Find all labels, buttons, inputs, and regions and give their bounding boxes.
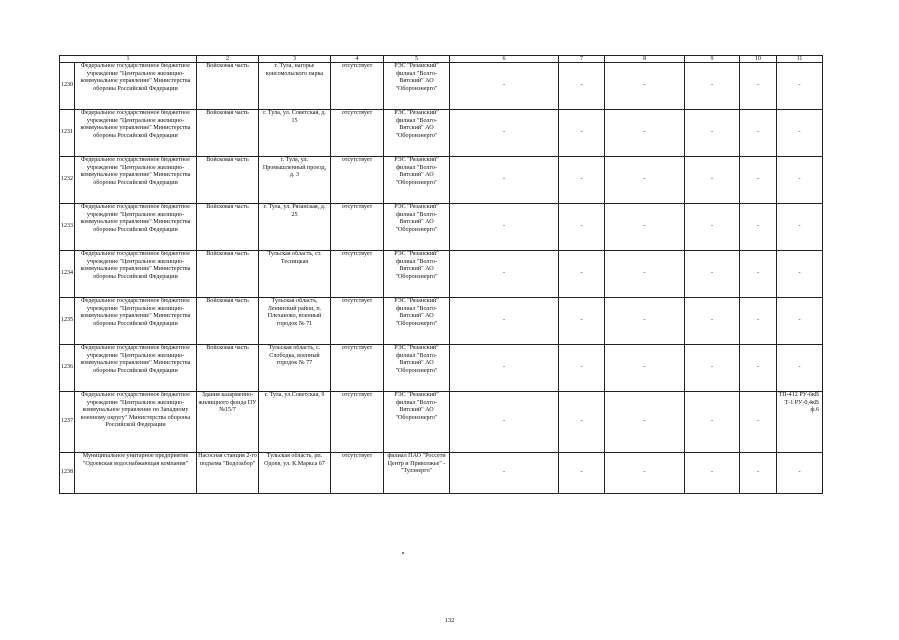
column-header: 11	[777, 56, 823, 63]
col7-cell: -	[559, 298, 605, 345]
column-header: 3	[259, 56, 331, 63]
grid-org-cell: РЭС "Рязанский" филиал "Волго-Вятский" АО "Оборонэнерго"	[384, 110, 450, 157]
col10-cell: -	[740, 157, 777, 204]
col8-cell: -	[605, 453, 685, 494]
column-header: 7	[559, 56, 605, 63]
col9-cell: -	[685, 298, 740, 345]
col7-cell: -	[559, 251, 605, 298]
grid-org-cell: РЭС "Рязанский" филиал "Волго-Вятский" АО "Оборонэнерго"	[384, 251, 450, 298]
col8-cell: -	[605, 110, 685, 157]
col7-cell: -	[559, 453, 605, 494]
grid-org-cell: РЭС "Рязанский" филиал "Волго-Вятский" АО "Оборонэнерго"	[384, 204, 450, 251]
col7-cell: -	[559, 63, 605, 110]
address-cell: Тульская область, ст. Тесницкая	[259, 251, 331, 298]
row-number: 1234	[60, 251, 75, 298]
table-row	[60, 204, 823, 251]
grid-org-cell: РЭС "Рязанский" филиал "Волго-Вятский" АО "Оборонэнерго"	[384, 345, 450, 392]
row-number: 1237	[60, 392, 75, 453]
col10-cell: -	[740, 251, 777, 298]
row-number: 1235	[60, 298, 75, 345]
organization-cell: Федеральное государственное бюджетное учреждение "Центральное жилищно-коммунальное управление" Министерства обороны Российской Федерации	[75, 63, 197, 110]
column-header: 2	[197, 56, 259, 63]
col6-cell: -	[450, 63, 559, 110]
address-cell: г. Тула, ул. Промышленный проезд, д. 3	[259, 157, 331, 204]
col6-cell: -	[450, 392, 559, 453]
address-cell: г. Тула, ул.Советская, 9	[259, 392, 331, 453]
col6-cell: -	[450, 345, 559, 392]
col6-cell: -	[450, 204, 559, 251]
col11-cell: ТП-412 РУ-6кВ Т-1 РУ-0,4кВ ф.6	[777, 392, 823, 453]
grid-org-cell: РЭС "Рязанский" филиал "Волго-Вятский" АО "Оборонэнерго"	[384, 63, 450, 110]
table-row	[60, 345, 823, 392]
col8-cell: -	[605, 298, 685, 345]
column-header: 6	[450, 56, 559, 63]
status-cell: отсутствует	[331, 110, 384, 157]
scan-speck	[402, 552, 404, 554]
col11-cell: -	[777, 204, 823, 251]
col10-cell: -	[740, 110, 777, 157]
col10-cell: -	[740, 453, 777, 494]
col10-cell: -	[740, 63, 777, 110]
col6-cell: -	[450, 453, 559, 494]
status-cell: отсутствует	[331, 345, 384, 392]
col6-cell: -	[450, 157, 559, 204]
col6-cell: -	[450, 110, 559, 157]
table-row	[60, 453, 823, 494]
row-number: 1230	[60, 63, 75, 110]
organization-cell: Федеральное государственное бюджетное учреждение "Центральное жилищно-коммунальное управление" Министерства обороны Российской Федерации	[75, 157, 197, 204]
col11-cell: -	[777, 345, 823, 392]
grid-org-cell: РЭС "Рязанский" филиал "Волго-Вятский" АО "Оборонэнерго"	[384, 157, 450, 204]
col8-cell: -	[605, 157, 685, 204]
object-cell: Войсковая часть	[197, 204, 259, 251]
status-cell: отсутствует	[331, 298, 384, 345]
organization-cell: Федеральное государственное бюджетное учреждение "Центральное жилищно-коммунальное управление" Министерства обороны Российской Федерации	[75, 110, 197, 157]
address-cell: Тульская область, с. Слободка, военный городок № 77	[259, 345, 331, 392]
grid-org-cell: филиал ПАО "Россети Центр и Приволжье" - "Тулэнерго"	[384, 453, 450, 494]
col8-cell: -	[605, 392, 685, 453]
status-cell: отсутствует	[331, 453, 384, 494]
address-cell: Тульская область, Ленинский район, п. Плехановo, военный городок № 71	[259, 298, 331, 345]
column-header: 5	[384, 56, 450, 63]
organization-cell: Федеральное государственное бюджетное учреждение "Центральное жилищно-коммунальное управление по Западному военному округу" Министерства обороны Российской Федерации	[75, 392, 197, 453]
column-header: 9	[685, 56, 740, 63]
column-header: 8	[605, 56, 685, 63]
address-cell: г. Тула, ул. Советская, д. 15	[259, 110, 331, 157]
table-row	[60, 63, 823, 110]
col9-cell: -	[685, 453, 740, 494]
row-number: 1231	[60, 110, 75, 157]
row-number: 1236	[60, 345, 75, 392]
table-row	[60, 392, 823, 453]
col8-cell: -	[605, 63, 685, 110]
col11-cell: -	[777, 110, 823, 157]
grid-org-cell: РЭС "Рязанский" филиал "Волго-Вятский" АО "Оборонэнерго"	[384, 392, 450, 453]
col11-cell: -	[777, 298, 823, 345]
status-cell: отсутствует	[331, 204, 384, 251]
organization-cell: Федеральное государственное бюджетное учреждение "Центральное жилищно-коммунальное управление" Министерства обороны Российской Федерации	[75, 204, 197, 251]
status-cell: отсутствует	[331, 392, 384, 453]
col11-cell: -	[777, 251, 823, 298]
status-cell: отсутствует	[331, 251, 384, 298]
organization-cell: Муниципальное унитарное предприятие "Одоевская водоснабжающая компания"	[75, 453, 197, 494]
address-cell: Тульская область, рп. Одоев, ул. К.Маркса 67	[259, 453, 331, 494]
column-header: 4	[331, 56, 384, 63]
col9-cell: -	[685, 345, 740, 392]
organization-cell: Федеральное государственное бюджетное учреждение "Центральное жилищно-коммунальное управление" Министерства обороны Российской Федерации	[75, 345, 197, 392]
col10-cell: -	[740, 345, 777, 392]
object-cell: Войсковая часть	[197, 345, 259, 392]
col9-cell: -	[685, 110, 740, 157]
col7-cell: -	[559, 392, 605, 453]
col9-cell: -	[685, 251, 740, 298]
object-cell: Войсковая часть	[197, 298, 259, 345]
column-header: 1	[60, 56, 197, 63]
col9-cell: -	[685, 63, 740, 110]
col8-cell: -	[605, 251, 685, 298]
row-number: 1238	[60, 453, 75, 494]
object-cell: Войсковая часть	[197, 251, 259, 298]
col11-cell: -	[777, 157, 823, 204]
page-number: 132	[444, 617, 455, 624]
col10-cell: -	[740, 298, 777, 345]
column-header: 10	[740, 56, 777, 63]
object-cell: Войсковая часть	[197, 63, 259, 110]
table-row	[60, 110, 823, 157]
object-cell: Здания казарменно-жилищного фонда ПУ №15/7	[197, 392, 259, 453]
col10-cell: -	[740, 392, 777, 453]
registry-table	[59, 55, 823, 494]
organization-cell: Федеральное государственное бюджетное учреждение "Центральное жилищно-коммунальное управление" Министерства обороны Российской Федерации	[75, 298, 197, 345]
address-cell: г. Тула, ул. Рязанская, д. 25	[259, 204, 331, 251]
col8-cell: -	[605, 204, 685, 251]
col9-cell: -	[685, 392, 740, 453]
row-number: 1233	[60, 204, 75, 251]
col11-cell: -	[777, 63, 823, 110]
grid-org-cell: РЭС "Рязанский" филиал "Волго-Вятский" АО "Оборонэнерго"	[384, 298, 450, 345]
address-cell: г. Тула, нагорье консомольского парка	[259, 63, 331, 110]
organization-cell: Федеральное государственное бюджетное учреждение "Центральное жилищно-коммунальное управление" Министерства обороны Российской Федерации	[75, 251, 197, 298]
table-header-row	[60, 56, 823, 63]
col7-cell: -	[559, 157, 605, 204]
status-cell: отсутствует	[331, 63, 384, 110]
col8-cell: -	[605, 345, 685, 392]
col9-cell: -	[685, 157, 740, 204]
table-row	[60, 157, 823, 204]
col7-cell: -	[559, 204, 605, 251]
col6-cell: -	[450, 298, 559, 345]
status-cell: отсутствует	[331, 157, 384, 204]
table-row	[60, 298, 823, 345]
object-cell: Войсковая часть	[197, 110, 259, 157]
row-number: 1232	[60, 157, 75, 204]
object-cell: Насосная станция 2-го подъема "Водозабор"	[197, 453, 259, 494]
table-row	[60, 251, 823, 298]
col7-cell: -	[559, 110, 605, 157]
col11-cell: -	[777, 453, 823, 494]
col7-cell: -	[559, 345, 605, 392]
col9-cell: -	[685, 204, 740, 251]
col10-cell: -	[740, 204, 777, 251]
col6-cell: -	[450, 251, 559, 298]
object-cell: Войсковая часть	[197, 157, 259, 204]
